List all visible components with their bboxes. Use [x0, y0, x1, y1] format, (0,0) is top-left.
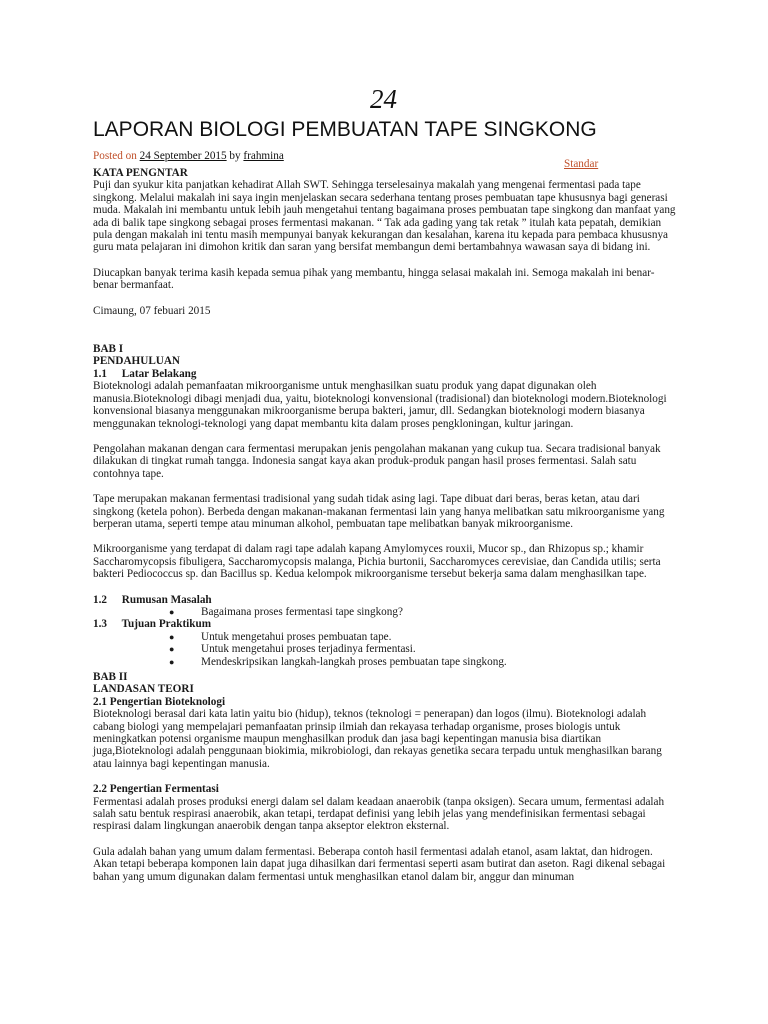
paragraph: Puji dan syukur kita panjatkan kehadirat Allah SWT. Sehingga terselesainya makalah yang mengenai fermentasi pada tape singkong. Melalui makalah ini saya ingin menjelaskan secara sederhana tentang proses pembuatan tape khususnya bagi generasi muda. Makalah ini membantu untuk lebih jauh mengetahui tentang bagaimana proses pembuatan tape singkong dan manfaat yang ada di balik tape singkong sebagai proses fermentasi makanan. “ Tak ada gading yang tak retak ” itulah kata pepatah, demikian pula dengan makalah ini tentu masih mempunyai banyak kekurangan dan kesalahan, karena itu kepada para pembaca khususnya guru mata pelajaran ini dimohon kritik dan saran yang bersifat membangun demi bertambahnya wawasan saya di bidang ini.	[93, 179, 676, 254]
bullet-icon: ●	[169, 606, 175, 617]
list-item: ● Mendeskripsikan langkah-langkah proses pembuatan tape singkong.	[169, 655, 507, 668]
section-number: 1.2	[93, 593, 107, 606]
paragraph: Fermentasi adalah proses produksi energi dalam sel dalam keadaan anaerobik (tanpa oksigen). Secara umum, fermentasi adalah salah satu bentuk respirasi anaerobik, akan tetapi, terdapat definisi yang lebih jelas yang mendefinisikan fermentasi sebagai respirasi dalam lingkungan anaerobik dengan tanpa akseptor elektron eksternal.	[93, 795, 665, 833]
paragraph: Bioteknologi berasal dari kata latin yaitu bio (hidup), teknos (teknologi = penerapan) dan logos (ilmu). Bioteknologi adalah cabang biologi yang mempelajari pemanfaatan prinsip ilmiah dan rekayasa terhadap organisme, proses biologis untuk meningkatkan potensi organisme maupun menghasilkan produk dan jasa bagi kepentingan manusia bisa diartikan juga,Bioteknologi adalah penggunaan biokimia, mikrobiologi, dan rekayas genetika secara terpadu untuk menghasilkan barang atau lainnya bagi kepentingan manusia.	[93, 708, 662, 770]
chapter-heading: BAB II	[93, 671, 128, 683]
chapter-subheading: PENDAHULUAN	[93, 355, 181, 368]
section-number: 1.3	[93, 618, 107, 631]
section-heading	[93, 618, 678, 630]
paragraph: Cimaung, 07 febuari 2015	[93, 304, 211, 317]
list-item: ● Untuk mengetahui proses pembuatan tape.	[169, 630, 392, 643]
paragraph: Gula adalah bahan yang umum dalam fermentasi. Beberapa contoh hasil fermentasi adalah etanol, asam laktat, dan hidrogen. Akan tetapi beberapa komponen lain dapat juga dihasilkan dari fermentasi seperti asam butirat dan aseton. Ragi dikenal sebagai bahan yang umum digunakan dalam fermentasi untuk menghasilkan etanol dalam bir, anggur dan minuman	[93, 845, 666, 883]
category-link[interactable]: Standar	[564, 158, 599, 170]
post-content	[93, 167, 678, 896]
section-heading	[93, 368, 678, 380]
post-title: LAPORAN BIOLOGI PEMBUATAN TAPE SINGKONG	[93, 118, 597, 141]
section-heading: 2.1 Pengertian Bioteknologi	[93, 695, 226, 708]
list-item: ● Bagaimana proses fermentasi tape singkong?	[169, 605, 403, 618]
section-heading: 2.2 Pengertian Fermentasi	[93, 783, 219, 796]
list-item: ● Untuk mengetahui proses terjadinya fermentasi.	[169, 643, 416, 656]
paragraph: Tape merupakan makanan fermentasi tradisional yang sudah tidak asing lagi. Tape dibuat dari beras, beras ketan, atau dari singkong (ketela pohon). Berbeda dengan makanan-makanan fermentasi lain yang hanya melibatkan satu mikroorganisme yang berperan utama, seperti tempe atau minuman alkohol, pembuatan tape melibatkan banyak mikroorganisme.	[93, 493, 665, 530]
day-number: 24	[370, 84, 397, 114]
bullet-list	[93, 631, 678, 668]
post-date-link[interactable]: 24 September 2015	[139, 150, 227, 162]
section-title: Rumusan Masalah	[121, 593, 212, 606]
posted-on-label: Posted on	[93, 150, 137, 162]
bullet-icon: ●	[169, 644, 175, 655]
bullet-icon: ●	[169, 631, 175, 642]
paragraph: Diucapkan banyak terima kasih kepada semua pihak yang membantu, hingga selasai makalah ini. Semoga makalah ini benar-benar bermanfaat.	[93, 266, 655, 292]
section-heading	[93, 594, 678, 606]
section-title: Latar Belakang	[121, 367, 197, 380]
author-link[interactable]: frahmina	[243, 150, 284, 162]
post-meta	[93, 150, 284, 162]
bullet-icon: ●	[169, 656, 175, 667]
section-number: 1.1	[93, 367, 107, 380]
bullet-list	[93, 606, 678, 618]
paragraph: Pengolahan makanan dengan cara fermentasi merupakan jenis pengolahan makanan yang cukup tua. Secara tradisional banyak dilakukan di tingkat rumah tangga. Indonesia sangat kaya akan produk-produk pangan hasil proses fermentasi. Salah satu contohnya tape.	[93, 442, 661, 480]
section-title: Tujuan Praktikum	[121, 618, 212, 631]
chapter-subheading: LANDASAN TEORI	[93, 683, 194, 696]
by-label: by	[229, 150, 241, 162]
paragraph: Bioteknologi adalah pemanfaatan mikroorganisme untuk menghasilkan suatu produk yang dapat digunakan oleh manusia.Bioteknologi dibagi menjadi dua, yaitu, bioteknologi konvensional (tradisional) dan bioteknologi modern.Bioteknologi konvensional biasanya menggunakan mikroorganisme berupa bakteri, jamur, dll. Sedangkan bioteknologi modern biasanya menggunakan teknologi-teknologi yang dapat membantu kita dalam proses pengkloningan, kultur jaringan.	[93, 380, 667, 430]
paragraph: Mikroorganisme yang terdapat di dalam ragi tape adalah kapang Amylomyces rouxii, Mucor sp., dan Rhizopus sp.; khamir Saccharomycopsis fibuligera, Saccharomycopsis malanga, Pichia burtonii, Saccharomyces cerevisiae, dan Candida utilis; serta bakteri Pediococcus sp. dan Bacillus sp. Kedua kelompok mikroorganisme tersebut bekerja sama dalam menghasilkan tape.	[93, 543, 661, 581]
section-heading: KATA PENGNTAR	[93, 167, 188, 179]
chapter-heading: BAB I	[93, 343, 124, 356]
